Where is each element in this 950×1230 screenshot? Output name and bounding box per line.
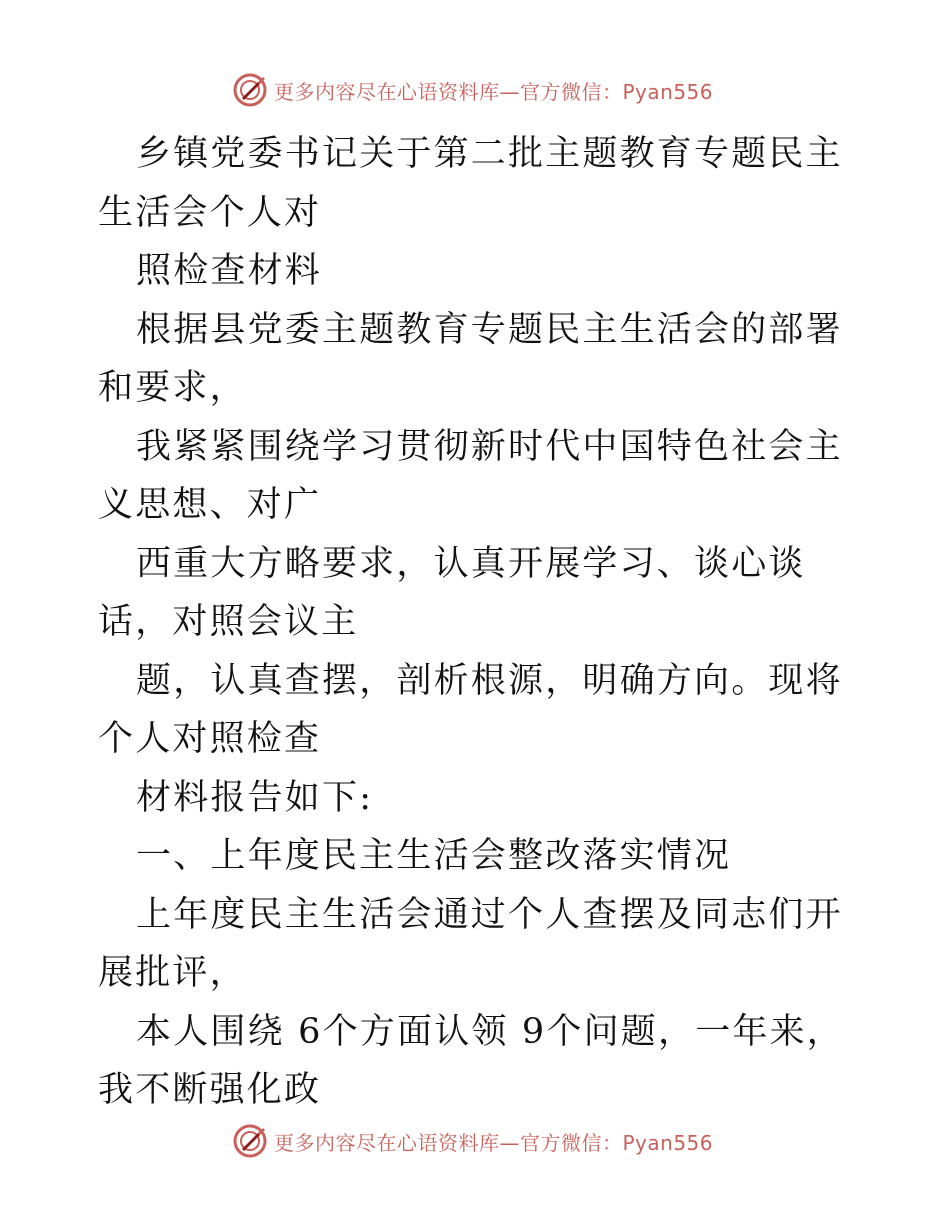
paragraph: 材料报告如下:	[136, 777, 374, 818]
paragraph: 西重大方略要求，认真开展学习、谈心谈话，对照会议主	[98, 543, 806, 642]
paragraph: 本人围绕 6个方面认领 9个问题，一年来，我不断强化政	[98, 1011, 844, 1110]
paragraph: 一、上年度民主生活会整改落实情况	[136, 836, 732, 876]
pen-logo-icon	[232, 72, 268, 108]
paragraph: 照检查材料	[136, 251, 323, 291]
paragraph: 上年度民主生活会通过个人查摆及同志们开展批评，	[98, 894, 843, 993]
watermark-banner-top	[232, 70, 713, 110]
paragraph: 题，认真查摆，剖析根源，明确方向。现将个人对照检查	[98, 660, 843, 759]
watermark-banner-bottom	[232, 1121, 713, 1161]
document-body	[98, 125, 858, 1120]
watermark-text: 更多内容尽在心语资料库—官方微信：Pyan556	[274, 79, 714, 104]
pen-logo-icon	[232, 1123, 268, 1159]
paragraph: 根据县党委主题教育专题民主生活会的部署和要求，	[98, 309, 843, 408]
paragraph: 我紧紧围绕学习贯彻新时代中国特色社会主义思想、对广	[98, 426, 843, 525]
paragraph: 乡镇党委书记关于第二批主题教育专题民主生活会个人对	[98, 134, 843, 233]
watermark-text: 更多内容尽在心语资料库—官方微信：Pyan556	[274, 1130, 714, 1155]
